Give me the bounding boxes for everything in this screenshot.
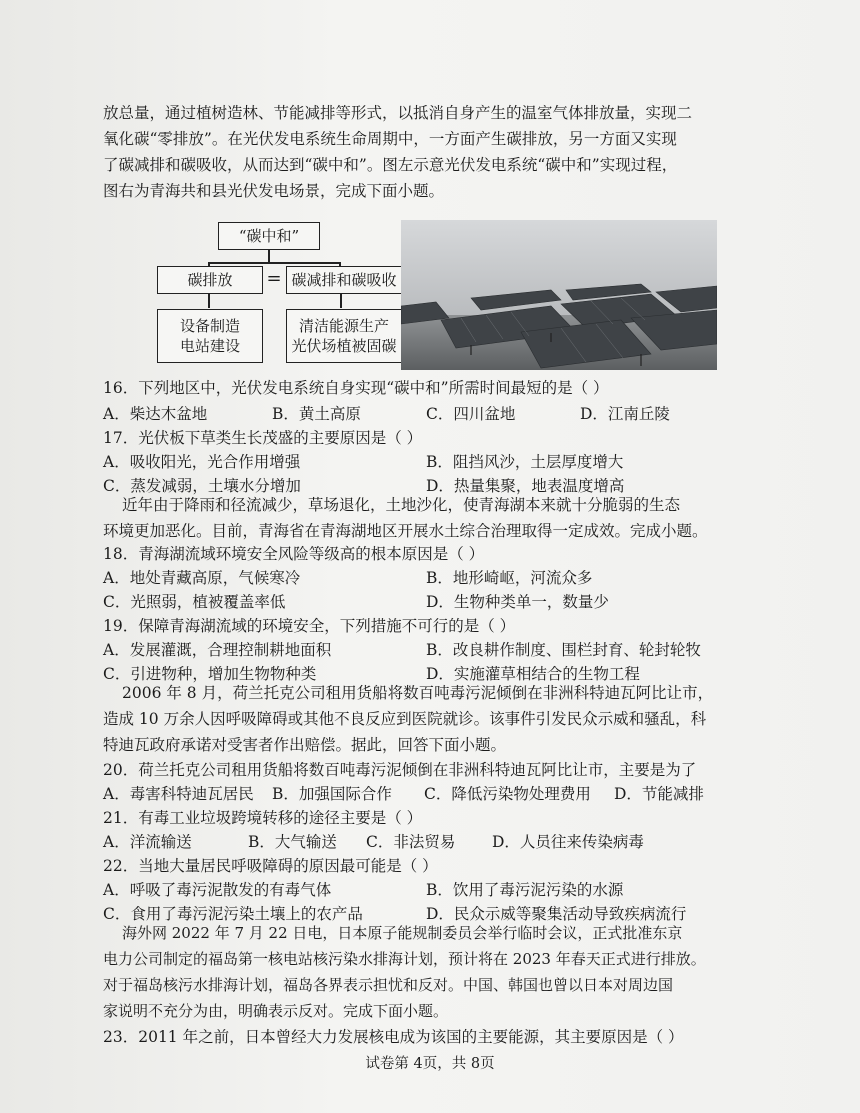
passage-line: 环境更加恶化。目前，青海省在青海湖地区开展水土综合治理取得一定成效。完成小题。 xyxy=(103,522,708,540)
diagram-connector xyxy=(268,250,270,262)
q21-option-c[interactable]: C．非法贸易 xyxy=(366,833,456,851)
passage-qinghai-lake xyxy=(103,492,708,544)
q21-option-b[interactable]: B．大气输送 xyxy=(248,833,337,851)
solar-farm-image xyxy=(401,220,717,370)
q18-option-a[interactable]: A．地处青藏高原，气候寒冷 xyxy=(103,569,301,587)
q22-option-c[interactable]: C．食用了毒污泥污染土壤上的农产品 xyxy=(103,905,363,923)
diagram-construction-box xyxy=(157,309,263,363)
q19-option-d[interactable]: D．实施灌草相结合的生物工程 xyxy=(426,665,640,683)
passage-line: 电力公司制定的福岛第一核电站核污染水排海计划，预计将在 2023 年春天正式进行排放。 xyxy=(103,950,706,968)
passage-fukushima xyxy=(103,920,706,1024)
q19-option-b[interactable]: B．改良耕作制度、围栏封育、轮封轮牧 xyxy=(426,641,701,659)
q18-option-b[interactable]: B．地形崎岖，河流众多 xyxy=(426,569,593,587)
q17-option-c[interactable]: C．蒸发减弱，土壤水分增加 xyxy=(103,477,301,495)
q16-option-a[interactable]: A．柴达木盆地 xyxy=(103,405,208,423)
diagram-top-box: “碳中和” xyxy=(218,222,320,250)
q20-option-b[interactable]: B．加强国际合作 xyxy=(272,785,392,803)
passage-line: 家说明不充分为由，明确表示反对。完成下面小题。 xyxy=(103,1002,449,1020)
passage-line: 对于福岛核污水排海计划，福岛各界表示担忧和反对。中国、韩国也曾以日本对周边国 xyxy=(103,976,674,994)
passage-line: 造成 10 万余人因呼吸障碍或其他不良反应到医院就诊。该事件引发民众示威和骚乱，科 xyxy=(103,710,707,728)
q20-option-a[interactable]: A．毒害科特迪瓦居民 xyxy=(103,785,254,803)
diagram-connector xyxy=(340,294,342,308)
intro-paragraph xyxy=(103,100,723,204)
intro-line: 了碳减排和碳吸收，从而达到“碳中和”。图左示意光伏发电系统“碳中和”实现过程， xyxy=(103,156,678,174)
diagram-emission-box: 碳排放 xyxy=(157,266,263,294)
intro-line: 图右为青海共和县光伏发电场景，完成下面小题。 xyxy=(103,182,445,200)
diagram-text: 电站建设 xyxy=(179,337,240,355)
q22-option-b[interactable]: B．饮用了毒污泥污染的水源 xyxy=(426,881,624,899)
q22-option-a[interactable]: A．呼吸了毒污泥散发的有毒气体 xyxy=(103,881,332,899)
passage-line: 2006 年 8 月，荷兰托克公司租用货船将数百吨毒污泥倾倒在非洲科特迪瓦阿比让市， xyxy=(122,684,714,702)
intro-line: 氧化碳“零排放”。在光伏发电系统生命周期中，一方面产生碳排放，另一方面又实现 xyxy=(103,130,677,148)
q17-option-d[interactable]: D．热量集聚，地表温度增高 xyxy=(426,477,625,495)
q19-option-a[interactable]: A．发展灌溉，合理控制耕地面积 xyxy=(103,641,332,659)
q21-option-d[interactable]: D．人员往来传染病毒 xyxy=(492,833,644,851)
question-19-stem: 19．保障青海湖流域的环境安全，下列措施不可行的是（ ） xyxy=(103,617,516,635)
q21-option-a[interactable]: A．洋流输送 xyxy=(103,833,192,851)
q17-option-a[interactable]: A．吸收阳光，光合作用增强 xyxy=(103,453,301,471)
q16-option-d[interactable]: D．江南丘陵 xyxy=(580,405,670,423)
q19-option-c[interactable]: C．引进物种，增加生物物种类 xyxy=(103,665,317,683)
question-22-stem: 22．当地大量居民呼吸障碍的原因最可能是（ ） xyxy=(103,857,438,875)
question-18-stem: 18．青海湖流域环境安全风险等级高的根本原因是（ ） xyxy=(103,545,485,563)
intro-line: 放总量，通过植树造林、节能减排等形式，以抵消自身产生的温室气体排放量，实现二 xyxy=(103,104,693,122)
diagram-connector xyxy=(208,294,210,308)
passage-line: 特迪瓦政府承诺对受害者作出赔偿。据此，回答下面小题。 xyxy=(103,736,507,754)
diagram-clean-energy-box xyxy=(286,309,402,363)
q16-option-c[interactable]: C．四川盆地 xyxy=(426,405,516,423)
solar-farm-photo xyxy=(401,220,717,370)
question-17-stem: 17．光伏板下草类生长茂盛的主要原因是（ ） xyxy=(103,429,423,447)
diagram-reduction-box: 碳减排和碳吸收 xyxy=(286,266,402,294)
diagram-text: 设备制造 xyxy=(179,317,240,335)
q20-option-c[interactable]: C．降低污染物处理费用 xyxy=(424,785,591,803)
diagram-text: 光伏场植被固碳 xyxy=(291,337,397,355)
diagram-text: 清洁能源生产 xyxy=(298,317,389,335)
q20-option-d[interactable]: D．节能减排 xyxy=(614,785,704,803)
q22-option-d[interactable]: D．民众示威等聚集活动导致疾病流行 xyxy=(426,905,687,923)
q18-option-d[interactable]: D．生物种类单一，数量少 xyxy=(426,593,609,611)
q16-option-b[interactable]: B．黄土高原 xyxy=(272,405,361,423)
page-footer: 试卷第 4页，共 8页 xyxy=(365,1056,495,1072)
question-16-stem: 16．下列地区中，光伏发电系统自身实现“碳中和”所需时间最短的是（ ） xyxy=(103,379,609,397)
passage-line: 海外网 2022 年 7 月 22 日电，日本原子能规制委员会举行临时会议，正式批准东京 xyxy=(122,924,683,942)
question-21-stem: 21．有毒工业垃圾跨境转移的途径主要是（ ） xyxy=(103,809,423,827)
question-23-stem: 23．2011 年之前，日本曾经大力发展核电成为该国的主要能源，其主要原因是（ ） xyxy=(103,1028,684,1046)
passage-toxic-sludge xyxy=(103,680,714,758)
question-20-stem: 20．荷兰托克公司租用货船将数百吨毒污泥倾倒在非洲科特迪瓦阿比让市，主要是为了 xyxy=(103,761,697,779)
passage-line: 近年由于降雨和径流减少，草场退化，土地沙化，使青海湖本来就十分脆弱的生态 xyxy=(122,496,681,514)
q18-option-c[interactable]: C．光照弱，植被覆盖率低 xyxy=(103,593,286,611)
diagram-equals: = xyxy=(266,268,282,289)
diagram-connector xyxy=(208,262,340,264)
q17-option-b[interactable]: B．阻挡风沙，土层厚度增大 xyxy=(426,453,624,471)
